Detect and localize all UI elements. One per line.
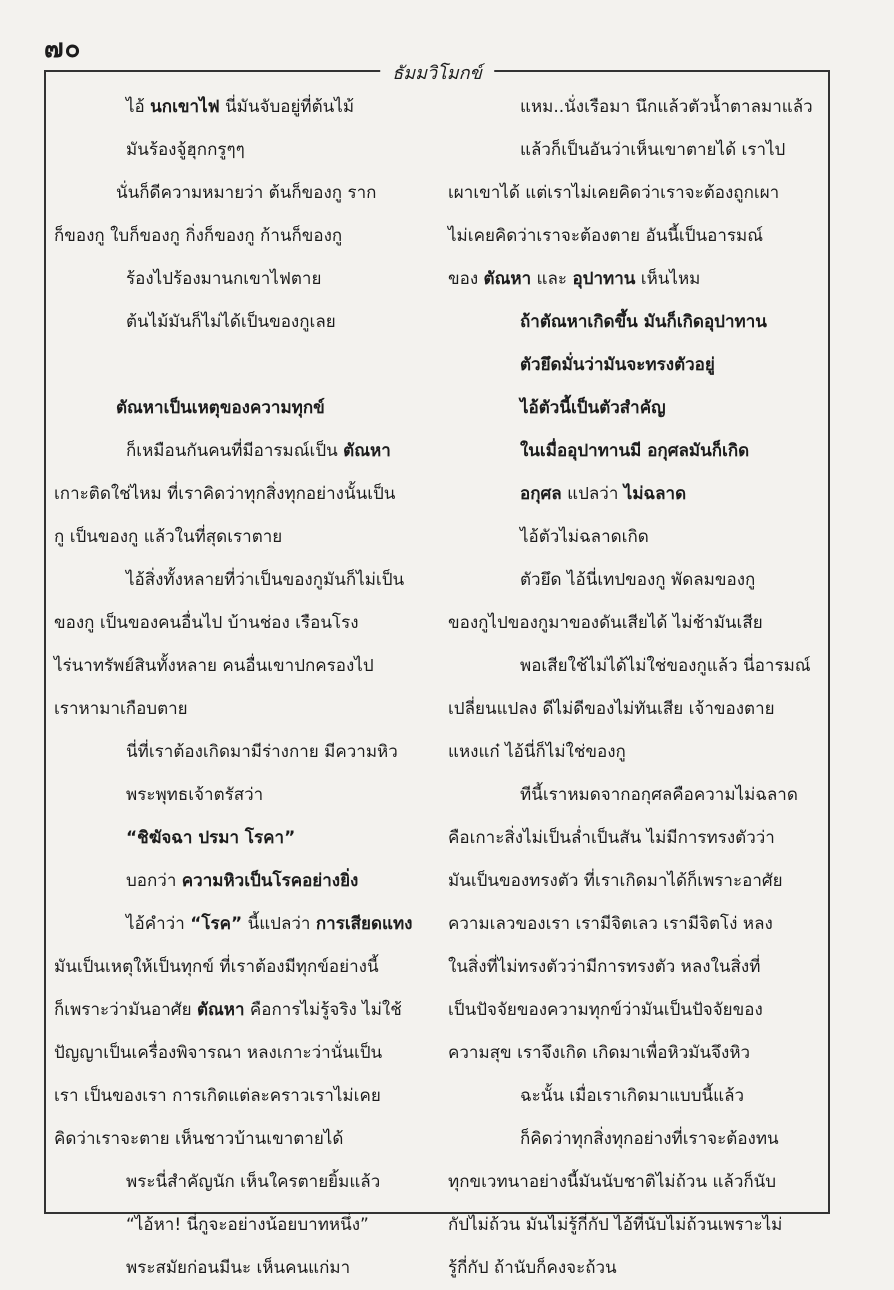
text-line [448,172,824,215]
text-run: มันเป็นของทรงตัว ที่เราเกิดมาได้ก็เพราะอาศัย [448,871,783,891]
text-line [54,1118,430,1161]
text-line [448,301,824,344]
text-line [448,1204,824,1247]
bold-text-run: “โรค” [190,914,243,934]
text-run: คือเกาะสิ่งไม่เป็นล่ำเป็นสัน ไม่มีการทรงตัวว่า [448,828,775,848]
text-line [448,731,824,774]
text-line [448,1247,824,1290]
text-run: เราหามาเกือบตาย [54,699,188,719]
text-run: พระนี่สำคัญนัก เห็นใครตายยิ้มแล้ว [126,1172,381,1192]
bold-text-run: การเสียดแทง [315,914,413,934]
text-line [54,1075,430,1118]
text-run: และ [531,269,573,289]
text-run: เห็นไหม [635,269,701,289]
text-line [448,1161,824,1204]
text-line [448,1118,824,1161]
text-run: นี่ที่เราต้องเกิดมามีร่างกาย มีความหิว [126,742,398,762]
text-run: เป็นปัจจัยของความทุกข์ว่ามันเป็นปัจจัยของ [448,1000,763,1020]
bold-text-run: ในเมื่ออุปาทานมี อกุศลมันก็เกิด [520,441,750,461]
text-run: นี่มันจับอยู่ที่ต้นไม้ [219,97,355,117]
bold-text-run: ตัณหา [196,1000,245,1020]
text-line [448,215,824,258]
text-run: ต้นไม้มันก็ไม่ได้เป็นของกูเลย [126,312,336,332]
text-line [448,86,824,129]
text-run: ทีนี้เราหมดจากอกุศลคือความไม่ฉลาด [520,785,798,805]
text-line [448,602,824,645]
text-run: ฉะนั้น เมื่อเราเกิดมาแบบนี้แล้ว [520,1086,745,1106]
text-run: “ไอ้หา! นี่กูจะอย่างน้อยบาทหนึ่ง” [126,1215,369,1235]
text-run: ของ [448,269,484,289]
right-column [448,86,824,1290]
text-line [54,688,430,731]
text-run: ความสุข เราจึงเกิด เกิดมาเพื่อหิวมันจึงหิว [448,1043,751,1063]
bold-text-run: ถ้าตัณหาเกิดขึ้น มันก็เกิดอุปาทาน [520,312,767,332]
text-line [448,989,824,1032]
text-run: แหงแก๋ ไอ้นี่ก็ไม่ใช่ของกู [448,742,626,762]
text-line [448,344,824,387]
text-run: มันร้องจู้ฮุกกรูๆๆ [126,140,245,160]
text-line [448,387,824,430]
text-line [54,731,430,774]
text-line [54,1032,430,1075]
text-run: คิดว่าเราจะตาย เห็นชาวบ้านเขาตายได้ [54,1129,344,1149]
text-line [54,215,430,258]
text-line [54,430,430,473]
text-run: ของกู เป็นของคนอื่นไป บ้านช่อง เรือนโรง [54,613,359,633]
text-run: ตัวยึด ไอ้นี่เทปของกู พัดลมของกู [520,570,756,590]
text-line [54,1204,430,1247]
text-run: ก็คิดว่าทุกสิ่งทุกอย่างที่เราจะต้องทน [520,1129,779,1149]
text-line [54,774,430,817]
text-run: แล้วก็เป็นอันว่าเห็นเขาตายได้ เราไป [520,140,786,160]
text-run: บอกว่า [126,871,182,891]
bold-text-run: อกุศล [520,484,562,504]
text-run: ปัญญาเป็นเครื่องพิจารณา หลงเกาะว่านั่นเป็น [54,1043,383,1063]
text-run: กู เป็นของกู แล้วในที่สุดเราตาย [54,527,283,547]
page-number: ๗๐ [44,34,82,64]
text-line [448,860,824,903]
text-line [448,774,824,817]
page-frame [44,63,830,1278]
text-run: ไร่นาทรัพย์สินทั้งหลาย คนอื่นเขาปกครองไป [54,656,374,676]
text-line [54,946,430,989]
text-line [54,516,430,559]
text-line [448,129,824,172]
text-line [54,172,430,215]
text-line [54,903,430,946]
text-line [54,301,430,344]
text-line [448,817,824,860]
text-run: ไอ้คำว่า [126,914,191,934]
text-line [54,86,430,129]
text-run: นั่นก็ดีความหมายว่า ต้นก็ของกู ราก [116,183,377,203]
bold-text-run: ตัณหา [483,269,532,289]
text-run: มันเป็นเหตุให้เป็นทุกข์ ที่เราต้องมีทุกข์อย่างนี้ [54,957,379,977]
text-run: ก็ของกู ใบก็ของกู กิ่งก็ของกู ก้านก็ของกู [54,226,343,246]
bold-text-run: อุปาทาน [572,269,636,289]
text-line [54,473,430,516]
text-run: ของกูไปของกูมาของดันเสียได้ ไม่ช้ามันเสีย [448,613,763,633]
bold-text-run: ตัณหาเป็นเหตุของความทุกข์ [116,398,325,418]
text-run: พอเสียใช้ไม่ได้ไม่ใช่ของกูแล้ว นี่อารมณ์ [520,656,811,676]
text-line [448,430,824,473]
text-line [448,473,824,516]
text-run: กัปไม่ถ้วน มันไม่รู้กี่กัป ไอ้ที่นับไม่ถ้วนเพราะไม่ [448,1215,783,1235]
text-run: ร้องไปร้องมานกเขาไฟตาย [126,269,322,289]
text-run: เผาเขาได้ แต่เราไม่เคยคิดว่าเราจะต้องถูกเผา [448,183,780,203]
bold-text-run: ตัณหา [343,441,391,461]
text-line [448,903,824,946]
text-line [54,645,430,688]
text-run: ก็เพราะว่ามันอาศัย [54,1000,197,1020]
text-line [54,387,430,430]
text-run: ไอ้ตัวไม่ฉลาดเกิด [520,527,649,547]
text-run: คือการไม่รู้จริง ไม่ใช้ [244,1000,402,1020]
text-line [54,258,430,301]
text-run: ก็เหมือนกันคนที่มีอารมณ์เป็น [126,441,344,461]
text-line [54,129,430,172]
text-run: รู้กี่กัป ถ้านับก็คงจะถ้วน [448,1258,617,1278]
bold-text-run: ความหิวเป็นโรคอย่างยิ่ง [181,871,359,891]
text-line [448,516,824,559]
text-line [54,344,430,387]
text-run: พระสมัยก่อนมีนะ เห็นคนแก่มา [126,1258,351,1278]
text-line [54,559,430,602]
text-line [54,1161,430,1204]
text-line [54,817,430,860]
bold-text-run: ไม่ฉลาด [623,484,687,504]
text-run: แปลว่า [561,484,624,504]
text-line [54,602,430,645]
text-run: ไม่เคยคิดว่าเราจะต้องตาย อันนี้เป็นอารมณ์ [448,226,764,246]
text-line [448,645,824,688]
running-header-title: ธัมมวิโมกข์ [380,58,494,87]
text-run: ไอ้สิ่งทั้งหลายที่ว่าเป็นของกูมันก็ไม่เป็น [126,570,405,590]
text-run: ไอ้ [126,97,151,117]
text-run: พระพุทธเจ้าตรัสว่า [126,785,264,805]
bold-text-run: นกเขาไฟ [150,97,220,117]
text-line [448,559,824,602]
text-line [54,1247,430,1290]
text-line [54,860,430,903]
text-run: แหม..นั่งเรือมา นึกแล้วตัวน้ำตาลมาแล้ว [520,97,813,117]
text-run: ในสิ่งที่ไม่ทรงตัวว่ามีการทรงตัว หลงในสิ่งที่ [448,957,761,977]
text-run: เกาะติดใช่ไหม ที่เราคิดว่าทุกสิ่งทุกอย่างนั้นเป็น [54,484,396,504]
text-line [448,1075,824,1118]
text-line [448,946,824,989]
bold-text-run: ไอ้ตัวนี้เป็นตัวสำคัญ [520,398,666,418]
text-line [54,989,430,1032]
text-line [448,1032,824,1075]
text-run: ความเลวของเรา เรามีจิตเลว เรามีจิตโง่ หลง [448,914,773,934]
text-line [448,258,824,301]
text-run: ทุกขเวทนาอย่างนี้มันนับชาติไม่ถ้วน แล้วก็นับ [448,1172,777,1192]
text-run: เรา เป็นของเรา การเกิดแต่ละคราวเราไม่เคย [54,1086,381,1106]
text-run: นี้แปลว่า [242,914,316,934]
text-run: เปลี่ยนแปลง ดีไม่ดีของไม่ทันเสีย เจ้าของตาย [448,699,775,719]
text-line [448,688,824,731]
bold-text-run: “ชิฆัจฉา ปรมา โรคา” [126,828,296,848]
left-column [54,86,430,1290]
bold-text-run: ตัวยึดมั่นว่ามันจะทรงตัวอยู่ [520,355,715,375]
